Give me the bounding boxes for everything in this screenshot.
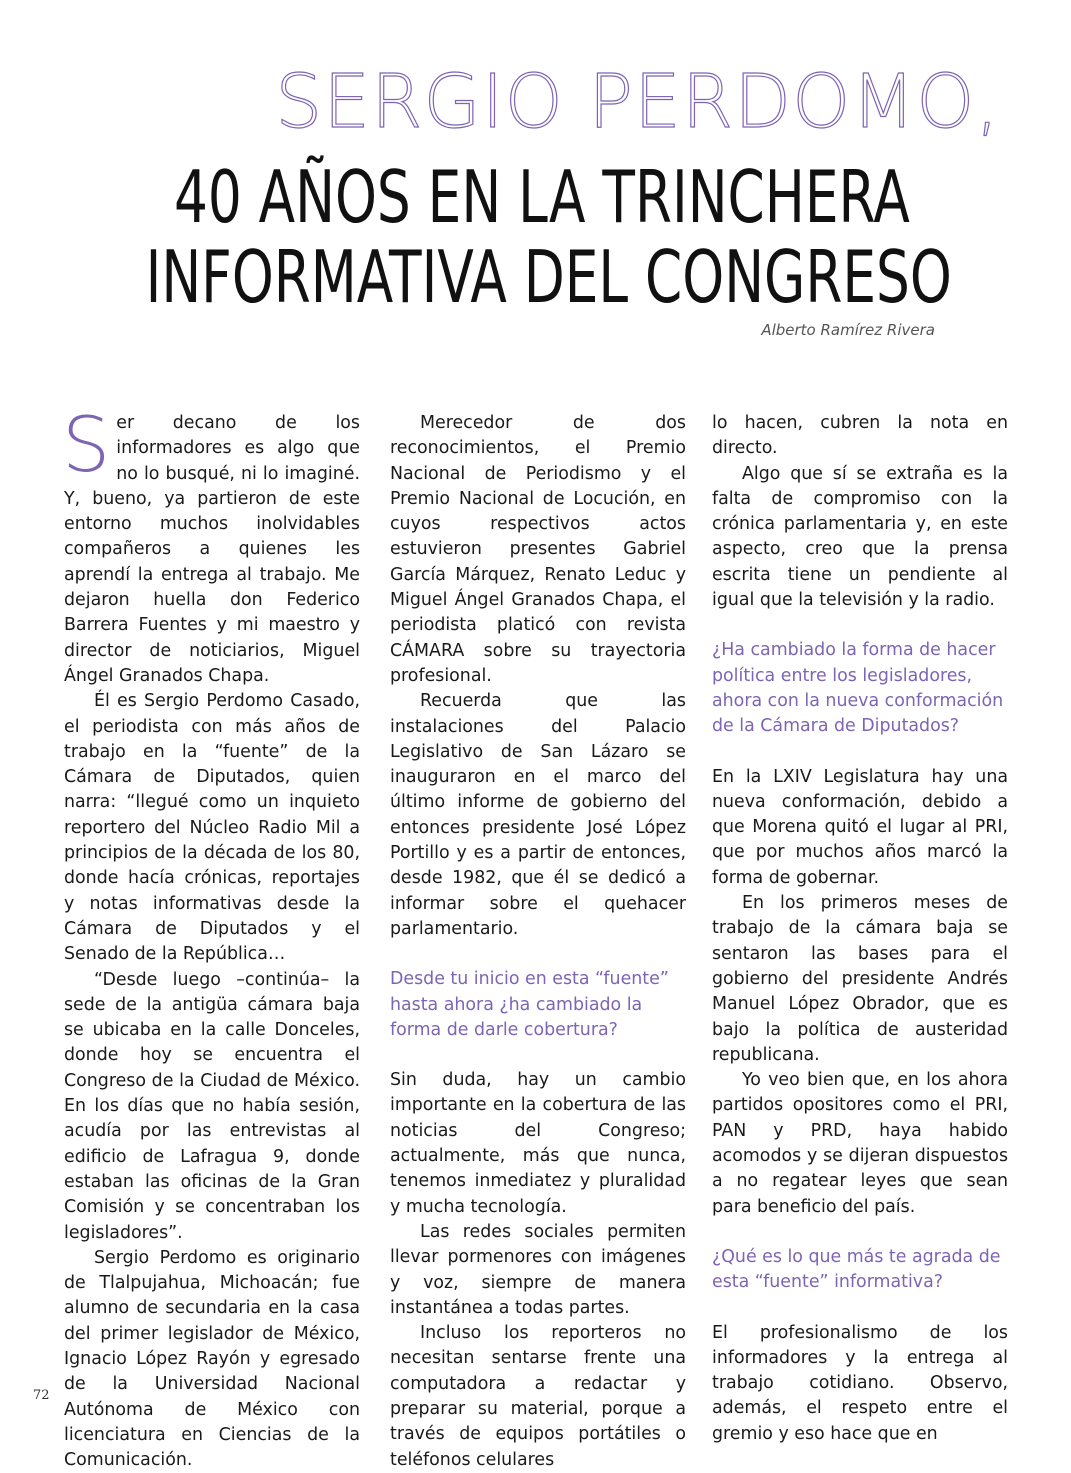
paragraph: lo hacen, cubren la nota en directo. [712, 413, 1008, 459]
interview-question: Desde tu inicio en esta “fuente” hasta ahora ¿ha cambiado la forma de darle cobertura? [390, 969, 669, 1040]
column-1 [62, 400, 360, 1471]
paragraph: Él es Sergio Perdomo Casado, el periodista con más años de trabajo en la “fuente” de la Cámara de Diputados, quien narra: “llegué como un inquieto reportero del Núcleo Radio Mil a principios de la década de los 80, donde hacía crónicas, reportajes y notas informativas desde la Cámara de Diputados y el Senado de la República… [64, 691, 360, 965]
interview-question: ¿Qué es lo que más te agrada de esta “fuente” informativa? [712, 1246, 1001, 1293]
paragraph: Recuerda que las instalaciones del Palacio Legislativo de San Lázaro se inauguraron en el marco del último informe de gobierno del entonces presidente José López Portillo y es a partir de entonces, desde 1982, que él se dedicó a informar sobre el quehacer parlamentario. [390, 691, 686, 939]
interview-question: ¿Ha cambiado la forma de hacer política entre los legisladores, ahora con la nueva conformación de la Cámara de Diputados? [712, 640, 1004, 737]
paragraph: Merecedor de dos reconocimientos, el Premio Nacional de Periodismo y el Premio Nacional de Locución, en cuyos respectivos actos estuvieron presentes Gabriel García Márquez, Renato Leduc y Miguel Ángel Granados Chapa, el periodista platicó con revista CÁMARA sobre su trayectoria profesional. [390, 413, 686, 686]
byline: Alberto Ramírez Rivera [761, 321, 935, 339]
paragraph: er decano de los informadores es algo que no lo busqué, ni lo imaginé. Y, bueno, ya partieron de este entorno muchos inolvidables compañeros a quienes les aprendí la entrega al trabajo. Me dejaron huella don Federico Barrera Fuentes y mi maestro y director de noticiarios, Miguel Ángel Granados Chapa. [64, 413, 360, 686]
headline-name: SERGIO PERDOMO, [275, 59, 1000, 145]
column-3 [712, 411, 1008, 1444]
paragraph: Sin duda, hay un cambio importante en la cobertura de las noticias del Congreso; actualmente, más que nunca, tenemos inmediatez y pluralidad y mucha tecnología. [390, 1070, 686, 1217]
column-2 [390, 411, 686, 1470]
paragraph: “Desde luego –continúa– la sede de la antigüa cámara baja se ubicaba en la calle Donceles, donde hoy se encuentra el Congreso de la Ciudad de México. En los días que no había sesión, acudía por las entrevistas al edificio de Lafragua 9, donde estaban las oficinas de la Gran Comisión y se concentraban los legisladores”. [64, 969, 360, 1243]
paragraph: Yo veo bien que, en los ahora partidos opositores como el PRI, PAN y PRD, haya habido acomodos y se dijeran dispuestos a no regatear leyes que sean para beneficio del país. [712, 1070, 1008, 1217]
paragraph: Las redes sociales permiten llevar pormenores con imágenes y voz, siempre de manera instantánea a todas partes. [390, 1221, 686, 1318]
headline-line-2: 40 AÑOS EN LA TRINCHERA [173, 155, 910, 239]
drop-cap: S [62, 400, 111, 489]
page-number: 72 [33, 1388, 50, 1403]
paragraph: Algo que sí se extraña es la falta de compromiso con la crónica parlamentaria y, en este aspecto, creo que la prensa escrita tiene un pendiente al igual que la televisión y la radio. [712, 463, 1008, 611]
paragraph: Incluso los reporteros no necesitan sentarse frente una computadora a redactar y preparar su material, porque a través de equipos portátiles o teléfonos celulares [390, 1323, 686, 1470]
paragraph: En los primeros meses de trabajo de la cámara baja se sentaron las bases para el gobierno del presidente Andrés Manuel López Obrador, que es bajo la política de austeridad republicana. [712, 893, 1008, 1065]
headline-line-3: INFORMATIVA DEL CONGRESO [145, 235, 952, 319]
paragraph: El profesionalismo de los informadores y la entrega al trabajo cotidiano. Observo, además, el respeto entre el gremio y eso hace que en [712, 1322, 1008, 1444]
paragraph: En la LXIV Legislatura hay una nueva conformación, debido a que Morena quitó el lugar al PRI, que por muchos años marcó la forma de gobernar. [712, 766, 1008, 888]
paragraph: Sergio Perdomo es originario de Tlalpujahua, Michoacán; fue alumno de secundaria en la casa del primer legislador de México, Ignacio López Rayón y egresado de la Universidad Nacional Autónoma de México con licenciatura en Ciencias de la Comunicación. [64, 1247, 360, 1471]
